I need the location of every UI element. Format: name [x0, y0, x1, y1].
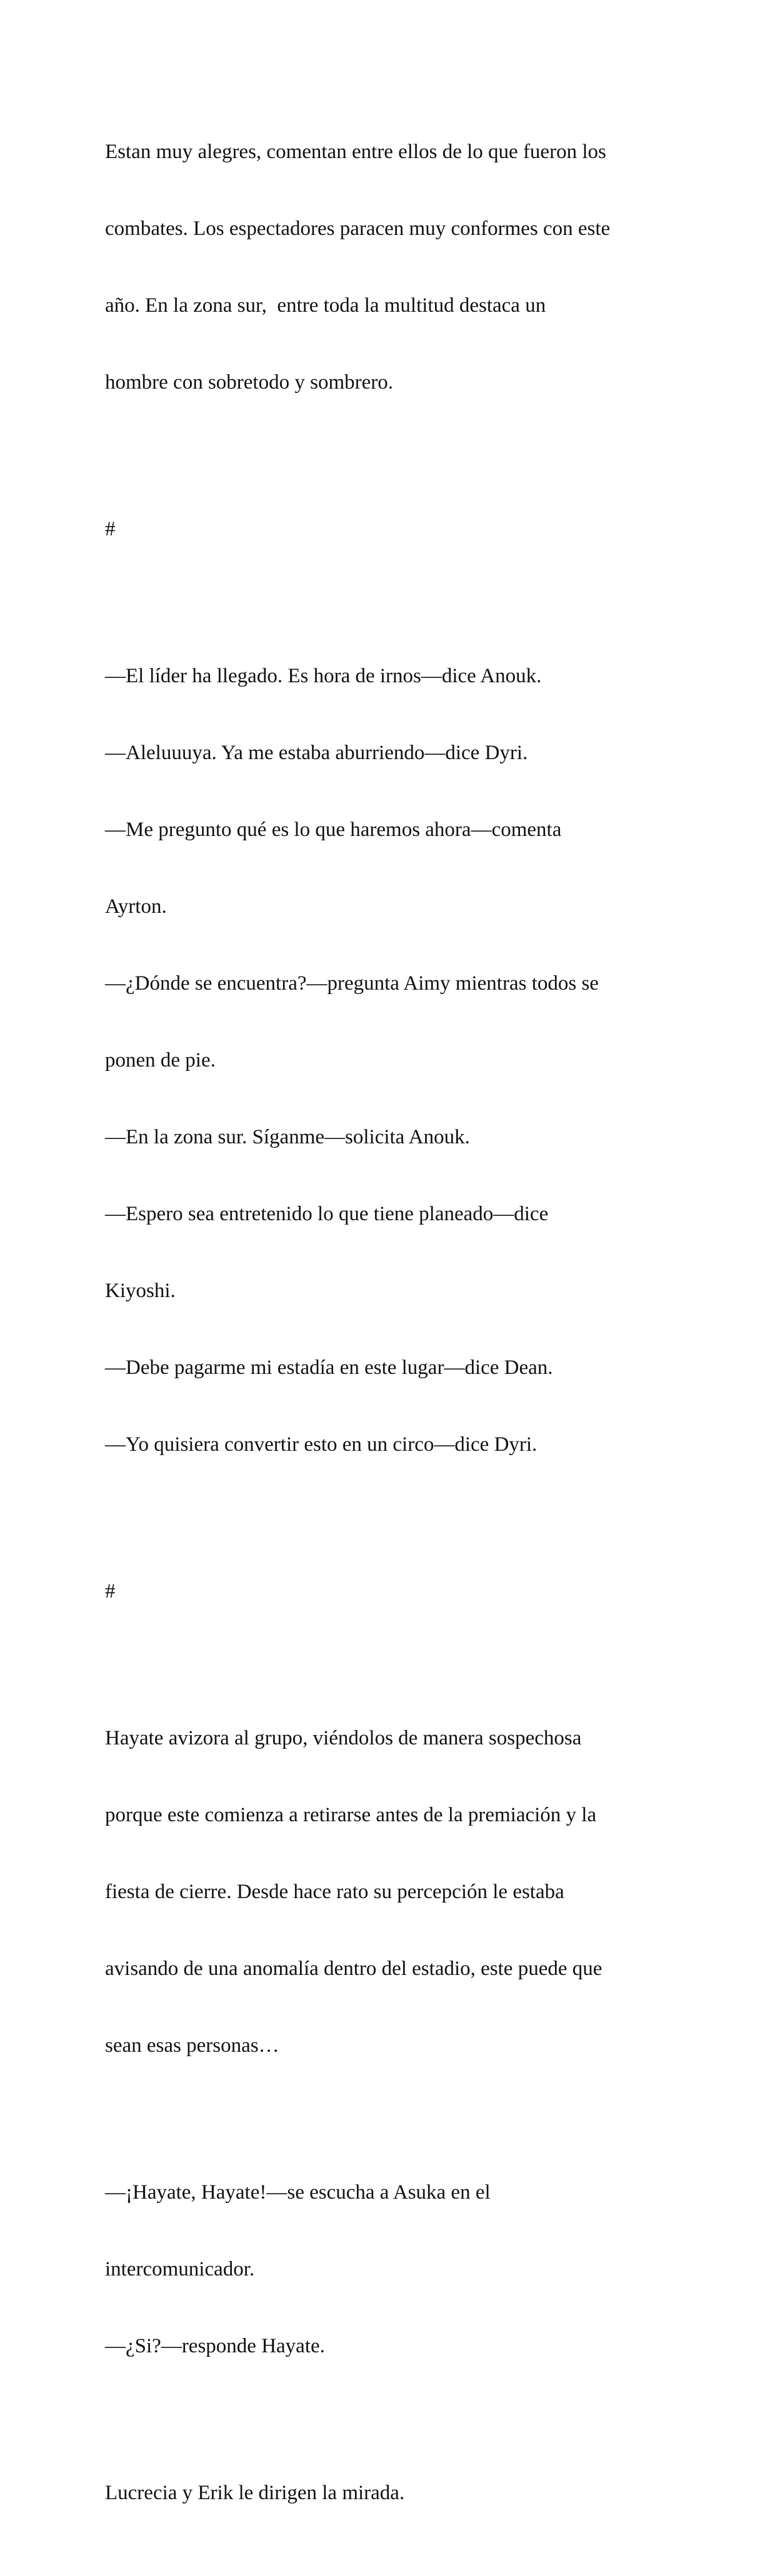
text-line: combates. Los espectadores paracen muy conformes con este [105, 217, 611, 240]
text-line: Hayate avizora al grupo, viéndolos de manera sospechosa [105, 1727, 582, 1749]
dialogue-line: —¡Hayate, Hayate!—se escucha a Asuka en el [105, 2181, 491, 2204]
paragraph-1 [105, 88, 668, 447]
separator-mark: # [105, 518, 116, 540]
separator-mark: # [105, 1580, 116, 1603]
dialogue-line: —Aleluuuya. Ya me estaba aburriendo—dice Dyri. [105, 742, 528, 764]
dialogue-line: Kiyoshi. [105, 1280, 176, 1302]
text-line: porque este comienza a retirarse antes de la premiación y la [105, 1804, 597, 1826]
text-line: Estan muy alegres, comentan entre ellos de lo que fueron los [105, 141, 606, 163]
paragraph-3 [105, 2429, 668, 2557]
text-line: hombre con sobretodo y sombrero. [105, 371, 393, 394]
dialogue-line: —En la zona sur. Síganme—solicita Anouk. [105, 1126, 470, 1148]
dialogue-line: —¿Si?—responde Hayate. [105, 2335, 325, 2357]
dialogue-line: —Me pregunto qué es lo que haremos ahora—comenta [105, 818, 562, 841]
text-line: Lucrecia y Erik le dirigen la mirada. [105, 2482, 405, 2504]
dialogue-line: —¿Dónde se encuentra?—pregunta Aimy mientras todos se [105, 972, 599, 995]
dialogue-line: Ayrton. [105, 895, 167, 918]
text-line: avisando de una anomalía dentro del estadio, este puede que [105, 1957, 602, 1980]
scene-separator-2 [105, 1528, 668, 1656]
dialogue-block-1 [105, 612, 668, 1509]
scene-separator-1 [105, 465, 668, 594]
text-line: fiesta de cierre. Desde hace rato su percepción le estaba [105, 1881, 564, 1903]
dialogue-block-2 [105, 2129, 668, 2410]
dialogue-line: intercomunicador. [105, 2258, 255, 2280]
dialogue-line: —Espero sea entretenido lo que tiene planeado—dice [105, 1203, 549, 1225]
dialogue-line: —Debe pagarme mi estadía en este lugar—dice Dean. [105, 1356, 553, 1379]
dialogue-line: —Yo quisiera convertir esto en un circo—dice Dyri. [105, 1433, 538, 1456]
dialogue-line: ponen de pie. [105, 1049, 216, 1072]
text-line: sean esas personas… [105, 2034, 279, 2057]
paragraph-2 [105, 1674, 668, 2110]
document-page [105, 88, 668, 2576]
dialogue-line: —El líder ha llegado. Es hora de irnos—dice Anouk. [105, 665, 542, 687]
text-line: año. En la zona sur, entre toda la multitud destaca un [105, 294, 546, 317]
